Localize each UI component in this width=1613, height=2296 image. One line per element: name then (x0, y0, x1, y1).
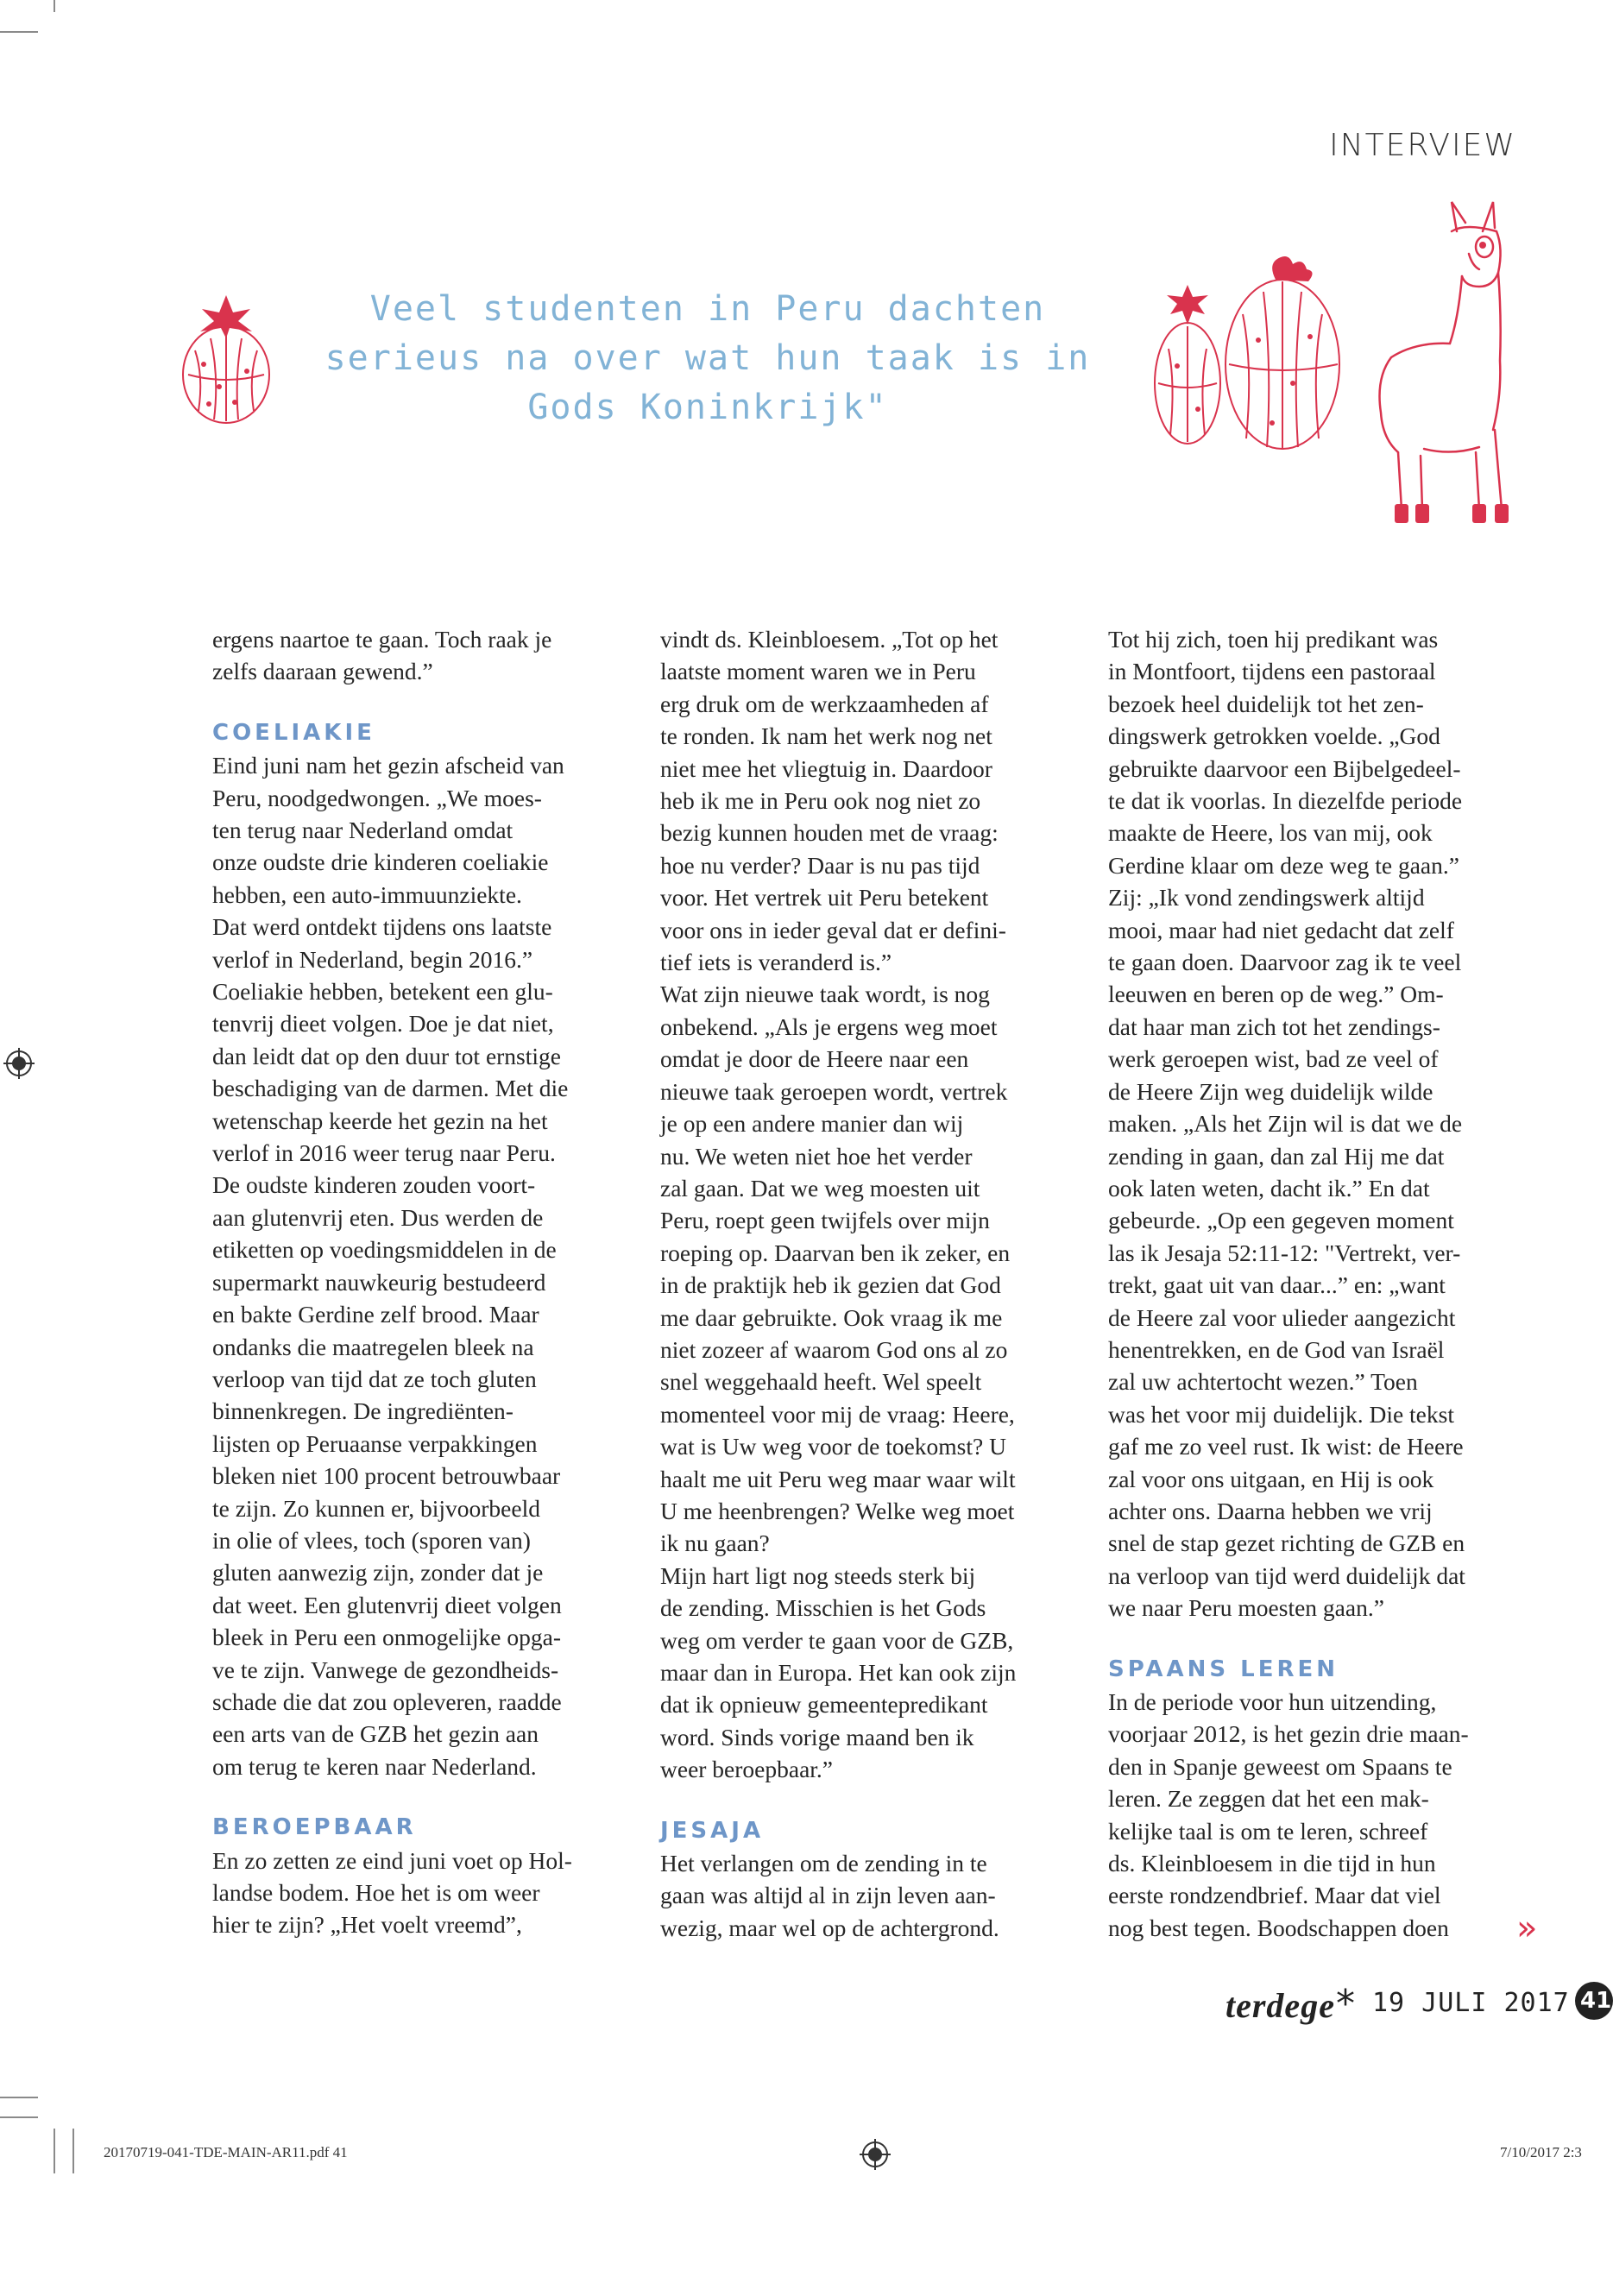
registration-mark-bottom (860, 2139, 891, 2170)
issue-date: 19 JULI 2017 (1372, 1988, 1570, 2018)
print-slug-datetime: 7/10/2017 2:3 (1500, 2144, 1582, 2160)
body-line: snel de stap gezet richting de GZB en (1108, 1530, 1465, 1557)
body-line: schade die dat zou opleveren, raadde (212, 1687, 562, 1715)
subheading-jesaja: JESAJA (660, 1817, 765, 1844)
body-line: Tot hij zich, toen hij predikant was (1108, 626, 1439, 653)
body-line: je op een andere manier dan wij (660, 1110, 964, 1138)
cactus-illustration-left (169, 290, 283, 428)
column-1-block-a (212, 623, 644, 688)
body-line: binnenkregen. De ingrediënten- (212, 1397, 514, 1425)
body-line: dan leidt dat op den duur tot ernstige (212, 1042, 562, 1069)
body-line: weer beroepbaar.” (660, 1756, 834, 1783)
body-line: hoe nu verder? Daar is nu pas tijd (660, 851, 980, 879)
crop-mark-left-bottom-2 (0, 2116, 38, 2118)
body-line: maar dan in Europa. Het kan ook zijn (660, 1659, 1017, 1686)
body-line: En zo zetten ze eind juni voet op Hol- (212, 1846, 572, 1874)
section-label: INTERVIEW (1329, 128, 1516, 163)
body-line: momenteel voor mij de vraag: Heere, (660, 1400, 1015, 1428)
body-line: ten terug naar Nederland omdat (212, 817, 514, 844)
body-line: in de praktijk heb ik gezien dat God (660, 1271, 1001, 1299)
body-line: we naar Peru moesten gaan.” (1108, 1594, 1384, 1622)
body-line: hier te zijn? „Het voelt vreemd”, (212, 1911, 522, 1939)
body-line: om terug te keren naar Nederland. (212, 1752, 537, 1780)
body-line: vindt ds. Kleinbloesem. „Tot op het (660, 626, 999, 653)
crop-mark-bottom-left (54, 2129, 55, 2173)
body-line: dingswerk getrokken voelde. „God (1108, 722, 1440, 750)
article-column-3 (1108, 623, 1540, 1948)
body-line: zending in gaan, dan zal Hij me dat (1108, 1142, 1445, 1170)
body-line: Gerdine klaar om deze weg te gaan.” (1108, 851, 1459, 879)
body-line: niet mee het vliegtuig in. Daardoor (660, 754, 992, 782)
crop-mark-bottom-left-2 (72, 2129, 74, 2173)
body-line: te zijn. Zo kunnen er, bijvoorbeeld (212, 1494, 540, 1522)
body-line: Eind juni nam het gezin afscheid van (212, 752, 564, 779)
body-line: Peru, roept geen twijfels over mijn (660, 1207, 990, 1234)
body-line: onze oudste drie kinderen coeliakie (212, 848, 549, 876)
cactus-illustration-right (1146, 254, 1362, 452)
body-line: te dat ik voorlas. In diezelfde periode (1108, 787, 1463, 815)
body-line: werk geroepen wist, bad ze veel of (1108, 1045, 1439, 1073)
body-line: leren. Ze zeggen dat het een mak- (1108, 1785, 1429, 1813)
body-line: nu. We weten niet hoe het verder (660, 1142, 973, 1170)
body-line: zal gaan. Dat we weg moesten uit (660, 1174, 980, 1202)
body-line: gebruikte daarvoor een Bijbelgedeel- (1108, 754, 1461, 782)
body-line: onbekend. „Als je ergens weg moet (660, 1012, 998, 1040)
body-line: gebeurde. „Op een gegeven moment (1108, 1207, 1454, 1234)
body-line: supermarkt nauwkeurig bestudeerd (212, 1268, 546, 1296)
body-line: was het voor mij duidelijk. Die tekst (1108, 1400, 1454, 1428)
body-line: de Heere Zijn weg duidelijk wilde (1108, 1077, 1433, 1105)
body-line: maken. „Als het Zijn wil is dat we de (1108, 1110, 1463, 1138)
pull-quote-line: Gods Koninkrijk" (527, 388, 888, 427)
body-line: hebben, een auto-immuunziekte. (212, 880, 522, 908)
body-line: in olie of vlees, toch (sporen van) (212, 1526, 531, 1554)
crop-mark-top (54, 0, 55, 12)
body-line: te gaan doen. Daarvoor zag ik te veel (1108, 949, 1462, 976)
body-line: mooi, maar had niet gedacht dat zelf (1108, 916, 1454, 943)
column-2-block-b (660, 1847, 1092, 1944)
body-line: ondanks die maatregelen bleek na (212, 1333, 534, 1360)
body-line: tief iets is veranderd is.” (660, 949, 892, 976)
registration-mark-left (3, 1048, 35, 1079)
body-line: tenvrij dieet volgen. Doe je dat niet, (212, 1010, 554, 1038)
subheading-coeliakie: COELIAKIE (212, 719, 375, 746)
body-line: etiketten op voedingsmiddelen in de (212, 1236, 557, 1264)
body-line: een arts van de GZB het gezin aan (212, 1720, 539, 1748)
body-line: in Montfoort, tijdens een pastoraal (1108, 658, 1436, 685)
pull-quote (311, 285, 1105, 432)
body-line: verlof in Nederland, begin 2016.” (212, 945, 533, 973)
body-line: maakte de Heere, los van mij, ook (1108, 819, 1433, 847)
body-line: zal voor ons uitgaan, en Hij is ook (1108, 1465, 1434, 1492)
body-line: me daar gebruikte. Ook vraag ik me (660, 1303, 1003, 1331)
body-line: gaf me zo veel rust. Ik wist: de Heere (1108, 1433, 1464, 1460)
body-line: verloop van tijd dat ze toch gluten (212, 1365, 537, 1392)
crop-mark-left-bottom (0, 2097, 38, 2098)
body-line: ds. Kleinbloesem in die tijd in hun (1108, 1850, 1436, 1877)
body-line: eerste rondzendbrief. Maar dat viel (1108, 1882, 1441, 1909)
body-line: Coeliakie hebben, betekent een glu- (212, 978, 553, 1006)
body-line: De oudste kinderen zouden voort- (212, 1171, 536, 1199)
star-separator-icon: * (1336, 1982, 1355, 2026)
body-line: In de periode voor hun uitzending, (1108, 1687, 1437, 1715)
body-line: ook laten weten, dacht ik.” En dat (1108, 1174, 1430, 1202)
subheading-spaans-leren: SPAANS LEREN (1108, 1656, 1339, 1682)
body-line: zal uw achtertocht wezen.” Toen (1108, 1368, 1418, 1396)
body-line: nog best tegen. Boodschappen doen (1108, 1914, 1449, 1941)
body-line: gluten aanwezig zijn, zonder dat je (212, 1559, 544, 1586)
column-1-block-b (212, 749, 644, 1782)
body-line: achter ons. Daarna hebben we vrij (1108, 1497, 1433, 1524)
body-line: word. Sinds vorige maand ben ik (660, 1723, 974, 1750)
body-line: bleek in Peru een onmogelijke opga- (212, 1624, 561, 1651)
body-line: bezoek heel duidelijk tot het zen- (1108, 690, 1424, 717)
body-line: den in Spanje geweest om Spaans te (1108, 1752, 1452, 1780)
body-line: laatste moment waren we in Peru (660, 658, 976, 685)
article-column-1 (212, 623, 644, 1941)
continue-arrow-icon: » (1516, 1908, 1538, 1948)
body-line: snel weggehaald heeft. Wel speelt (660, 1368, 982, 1396)
body-line: gaan was altijd al in zijn leven aan- (660, 1882, 996, 1909)
column-3-block-b (1108, 1686, 1540, 1948)
body-line: voorjaar 2012, is het gezin drie maan- (1108, 1720, 1469, 1748)
body-line: las ik Jesaja 52:11-12: "Vertrekt, ver- (1108, 1239, 1461, 1266)
body-line: de Heere zal voor ulieder aangezicht (1108, 1303, 1456, 1331)
body-line: leeuwen en beren op de weg.” Om- (1108, 981, 1444, 1008)
body-line: landse bodem. Hoe het is om weer (212, 1879, 540, 1906)
body-line: Wat zijn nieuwe taak wordt, is nog (660, 981, 990, 1008)
column-3-block-a (1108, 623, 1540, 1624)
body-line: voor. Het vertrek uit Peru betekent (660, 884, 989, 911)
body-line: U me heenbrengen? Welke weg moet (660, 1497, 1015, 1524)
body-line: beschadiging van de darmen. Met die (212, 1075, 569, 1102)
body-line: Dat werd ontdekt tijdens ons laatste (212, 913, 552, 941)
body-line: dat haar man zich tot het zendings- (1108, 1012, 1440, 1040)
body-line: wat is Uw weg voor de toekomst? U (660, 1433, 1006, 1460)
body-line: nieuwe taak geroepen wordt, vertrek (660, 1077, 1008, 1105)
body-line: Het verlangen om de zending in te (660, 1850, 987, 1877)
body-line: heb ik me in Peru ook nog niet zo (660, 787, 981, 815)
body-line: en bakte Gerdine zelf brood. Maar (212, 1301, 539, 1328)
magazine-brand: terdege (1226, 1986, 1335, 2025)
body-line: dat ik opnieuw gemeentepredikant (660, 1691, 988, 1719)
print-slug-file: 20170719-041-TDE-MAIN-AR11.pdf 41 (104, 2144, 348, 2160)
body-line: na verloop van tijd werd duidelijk dat (1108, 1561, 1465, 1589)
body-line: Zij: „Ik vond zendingswerk altijd (1108, 884, 1425, 911)
body-line: Mijn hart ligt nog steeds sterk bij (660, 1561, 976, 1589)
body-line: haalt me uit Peru weg maar waar wilt (660, 1465, 1016, 1492)
column-2-block-a (660, 623, 1092, 1786)
crop-mark-left-top (0, 31, 38, 33)
body-line: erg druk om de werkzaamheden af (660, 690, 989, 717)
body-line: dat weet. Een glutenvrij dieet volgen (212, 1591, 562, 1618)
body-line: voor ons in ieder geval dat er defini- (660, 916, 1006, 943)
pull-quote-line: serieus na over wat hun taak is in (324, 338, 1091, 378)
body-line: te ronden. Ik nam het werk nog net (660, 722, 992, 750)
article-column-2 (660, 623, 1092, 1944)
body-line: trekt, gaat uit van daar...” en: „want (1108, 1271, 1446, 1299)
llama-illustration (1372, 197, 1524, 540)
body-line: bleken niet 100 procent betrouwbaar (212, 1462, 561, 1490)
body-line: weg om verder te gaan voor de GZB, (660, 1626, 1014, 1654)
column-1-block-c (212, 1845, 644, 1941)
body-line: aan glutenvrij eten. Dus werden de (212, 1203, 544, 1231)
body-line: bezig kunnen houden met de vraag: (660, 819, 999, 847)
body-line: ve te zijn. Vanwege de gezondheids- (212, 1656, 559, 1683)
body-line: ik nu gaan? (660, 1530, 770, 1557)
body-line: kelijke taal is om te leren, schreef (1108, 1817, 1428, 1845)
pull-quote-line: Veel studenten in Peru dachten (369, 289, 1046, 329)
body-line: wetenschap keerde het gezin na het (212, 1107, 548, 1134)
body-line: wezig, maar wel op de achtergrond. (660, 1914, 999, 1941)
page-number: 41 (1575, 1982, 1613, 2020)
body-line: omdat je door de Heere naar een (660, 1045, 969, 1073)
body-line: niet zozeer af waarom God ons al zo (660, 1335, 1008, 1363)
body-line: zelfs daaraan gewend.” (212, 658, 433, 685)
body-line: ergens naartoe te gaan. Toch raak je (212, 626, 552, 653)
body-line: henentrekken, en de God van Israël (1108, 1335, 1445, 1363)
body-line: roeping op. Daarvan ben ik zeker, en (660, 1239, 1011, 1266)
body-line: verlof in 2016 weer terug naar Peru. (212, 1139, 556, 1167)
body-line: lijsten op Peruaanse verpakkingen (212, 1429, 538, 1457)
body-line: Peru, noodgedwongen. „We moes- (212, 784, 542, 811)
body-line: de zending. Misschien is het Gods (660, 1594, 986, 1622)
subheading-beroepbaar: BEROEPBAAR (212, 1814, 417, 1841)
